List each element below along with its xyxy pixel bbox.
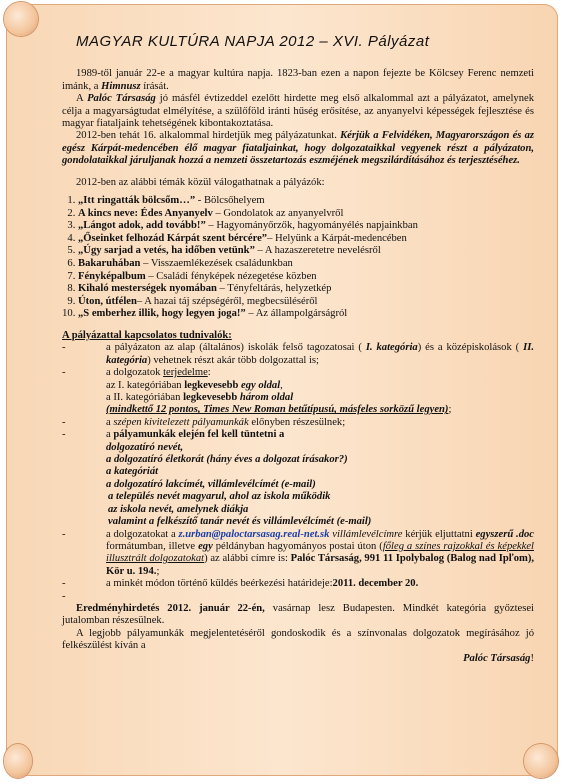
list-item <box>78 245 534 258</box>
category-label: II. kategória <box>106 342 534 366</box>
postal-address: Palóc Társaság, 991 11 Ipolybalog (Balog nad Ipľom), Kör u. 194. <box>106 553 534 577</box>
rule-text: , <box>280 379 283 391</box>
page-title: MAGYAR KULTÚRA NAPJA 2012 – XVI. Pályázat <box>76 33 430 50</box>
theme-title: „Úgy sarjad a vetés, ha időben vetünk” <box>78 245 255 257</box>
results-paragraph <box>62 603 534 628</box>
bullet-dash: - <box>62 367 66 379</box>
theme-title: „S emberhez illik, hogy legyen joga!” <box>78 308 246 320</box>
document-body <box>62 33 534 665</box>
rule-text: ) vehetnek részt akár több dolgozattal is; <box>147 354 319 366</box>
deadline-date: 2011. december 20. <box>332 578 419 590</box>
intro-text: 1989-től január 22-e a magyar kultúra napja. 1823-ban ezen a napon fejezte be Kölcsey Ferenc nemzeti imánk, a <box>62 68 534 92</box>
rule-item <box>62 429 534 441</box>
themes-intro: 2012-ben az alábbi témák közül válogathatnak a pályázók: <box>76 176 325 188</box>
length-label: terjedelme <box>163 367 208 379</box>
required-field: valamint a felkészítő tanár nevét és villámlevélcímét (e-mail) <box>108 516 372 528</box>
results-date: Eredményhirdetés 2012. január 22-én, <box>76 602 265 614</box>
rule-text: a dolgozatokat a <box>106 528 179 540</box>
rule-text: ; <box>156 565 160 577</box>
required-field: a dolgozatíró életkorát (hány éves a dolgozat írásakor?) <box>106 454 348 466</box>
bullet-dash: - <box>62 578 66 590</box>
rule-text: a II. kategóriában <box>106 392 184 404</box>
list-item <box>78 308 534 321</box>
rule-item <box>62 367 534 379</box>
theme-description: – A hazai táj szépségéről, megbecsüléséről <box>136 295 318 307</box>
signature-end: ! <box>530 652 534 664</box>
intro-paragraph-2 <box>62 93 534 130</box>
rule-text: egyszerű .doc <box>475 528 534 540</box>
rule-text: egy <box>198 540 213 552</box>
scroll-curl-bottom-right <box>524 744 558 778</box>
category-label: I. kategória <box>365 342 418 354</box>
rule-text: a minkét módon történő küldés beérkezési határideje: <box>106 578 333 590</box>
rule-item <box>62 578 534 590</box>
rule-text: ) az alábbi címre is: <box>204 553 291 565</box>
rule-text: legkevesebb <box>183 392 240 404</box>
theme-title: Fényképalbum <box>78 270 146 282</box>
required-field: a kategóriát <box>106 466 159 478</box>
rule-text: szépen kivitelezett pályamunkák <box>113 416 249 428</box>
intro-text: jó másfél évtizeddel ezelőtt hirdette meg első alkalommal azt a pályázatot, amelynek célja a magyarságtudat elmélyítése, a szülőföld iránti hűség erősítése, az anyanyelvi képességek fejlesztése és magyar fiataljaink tehetségének kibontakoztatása. <box>62 93 534 130</box>
format-requirement: (mindkettő 12 pontos, Times New Roman betűtípusú, másfeles sorközű legyen) <box>106 404 449 416</box>
rules-heading: A pályázattal kapcsolatos tudnivalók: <box>62 330 232 341</box>
organizer-name: Palóc Társaság <box>87 93 156 105</box>
required-field: dolgozatíró nevét, <box>106 441 184 453</box>
rule-item-empty <box>62 591 534 603</box>
rule-text: kérjük eljuttatni <box>402 528 476 540</box>
theme-description: – Hagyományőrzők, hagyományélés napjainkban <box>205 220 418 232</box>
rule-text: a dolgozatok <box>106 367 164 379</box>
theme-title: „Lángot adok, add tovább!” <box>78 220 206 232</box>
rule-item <box>62 417 534 429</box>
rule-text: formátumban, illetve <box>106 540 199 552</box>
rule-text: pályamunkák elején fel kell tüntetni a <box>113 429 285 441</box>
bullet-dash: - <box>62 342 66 354</box>
list-item <box>78 283 534 296</box>
intro-text: írását. <box>140 80 169 92</box>
intro-paragraph-1 <box>62 68 534 93</box>
list-item <box>78 220 534 233</box>
rule-subline <box>62 404 534 416</box>
list-item <box>78 208 534 221</box>
rule-text: a <box>106 429 114 441</box>
theme-description: – Visszaemlékezések családunkban <box>140 258 293 270</box>
list-item <box>78 271 534 284</box>
list-item <box>78 258 534 271</box>
list-item <box>78 233 534 246</box>
rule-text: három oldal <box>239 392 294 404</box>
invitation-emphasis: Kérjük a Felvidéken, Magyarországon és az egész Kárpát-medencében élő magyar fiataljainkat, hogy dolgozataikkal vegyenek részt a pályázaton, gondolataikkal járuljanak hozzá a nemzeti összetartozás eszméjének megszilárdításához és terjesztéséhez. <box>62 130 534 167</box>
closing-paragraph: A legjobb pályamunkák megjelentetéséről gondoskodik és a színvonalas dolgozatok megírásához jó felkészülést kíván a <box>62 627 534 652</box>
rule-text: a <box>106 416 114 428</box>
theme-description: – Tényfeltárás, helyzetkép <box>216 283 332 295</box>
bullet-dash: - <box>62 528 66 540</box>
signature <box>62 653 534 665</box>
list-item <box>78 195 534 208</box>
bullet-dash: - <box>62 416 66 428</box>
himnusz-emphasis: Himnusz <box>101 80 141 92</box>
theme-description: – A hazaszeretetre nevelésről <box>254 245 381 257</box>
rule-text: példányban hagyományos postai úton ( <box>212 540 383 552</box>
intro-text: A <box>76 93 88 105</box>
intro-text: 2012-ben tehát 16. alkalommal hirdetjük meg pályázatunkat. <box>76 130 341 142</box>
theme-description: – Családi fényképek nézegetése közben <box>145 270 317 282</box>
rule-item <box>62 529 534 579</box>
bullet-dash: - <box>62 590 66 602</box>
rule-text: az I. kategóriában <box>106 379 185 391</box>
results-text: vasárnap lesz Budapesten. Mindkét kategória győztesei jutalomban részesülnek. <box>62 602 534 627</box>
required-field: a település nevét magyarul, ahol az iskola működik <box>108 491 331 503</box>
rule-text: villámlevélcímre <box>329 528 403 540</box>
required-field: a dolgozatíró lakcímét, villámlevélcímét (e-mail) <box>106 478 316 490</box>
rule-text: legkevesebb <box>184 379 242 391</box>
theme-title: A kincs neve: Édes Anyanyelv <box>78 207 213 219</box>
rule-subline <box>62 392 534 404</box>
bullet-dash: - <box>62 429 66 441</box>
theme-title: Úton, útfélen <box>78 295 137 307</box>
theme-description: - Bölcsőhelyem <box>195 195 265 207</box>
rule-item <box>62 342 534 367</box>
theme-description: – Az állampolgárságról <box>245 308 348 320</box>
theme-title: „Itt ringatták bölcsőm…” <box>78 195 196 207</box>
scroll-curl-top-left <box>4 2 38 36</box>
rule-text: ; <box>448 404 452 416</box>
rule-subline <box>62 380 534 392</box>
theme-title: „Őseinket felhozád Kárpát szent bércére” <box>78 232 268 244</box>
theme-title: Bakaruhában <box>78 258 141 270</box>
scroll-curl-bottom-left <box>4 744 32 778</box>
themes-list <box>62 195 534 321</box>
required-field: az iskola nevét, amelynek diákja <box>108 503 249 515</box>
rule-text: ) és a középiskolások ( <box>417 342 524 354</box>
intro-paragraph-3 <box>62 130 534 167</box>
theme-description: – Helyünk a Kárpát-medencében <box>267 232 407 244</box>
rule-text: egy oldal <box>241 379 281 391</box>
rule-text: a pályázaton az alap (általános) iskolák felső tagozatosai ( <box>106 342 366 354</box>
rule-text: főleg a színes rajzokkal és képekkel illusztrált dolgozatokat <box>106 540 534 565</box>
theme-description: – Gondolatok az anyanyelvről <box>212 207 344 219</box>
rule-text: : <box>207 367 211 379</box>
rule-text <box>106 591 534 603</box>
signature-name: Palóc Társaság <box>463 652 531 664</box>
rule-text: előnyben részesülnek; <box>248 416 346 428</box>
list-item <box>78 296 534 309</box>
email-link[interactable]: z.urban@paloctarsasag.real-net.sk <box>178 528 330 540</box>
theme-title: Kihaló mesterségek nyomában <box>78 283 217 295</box>
